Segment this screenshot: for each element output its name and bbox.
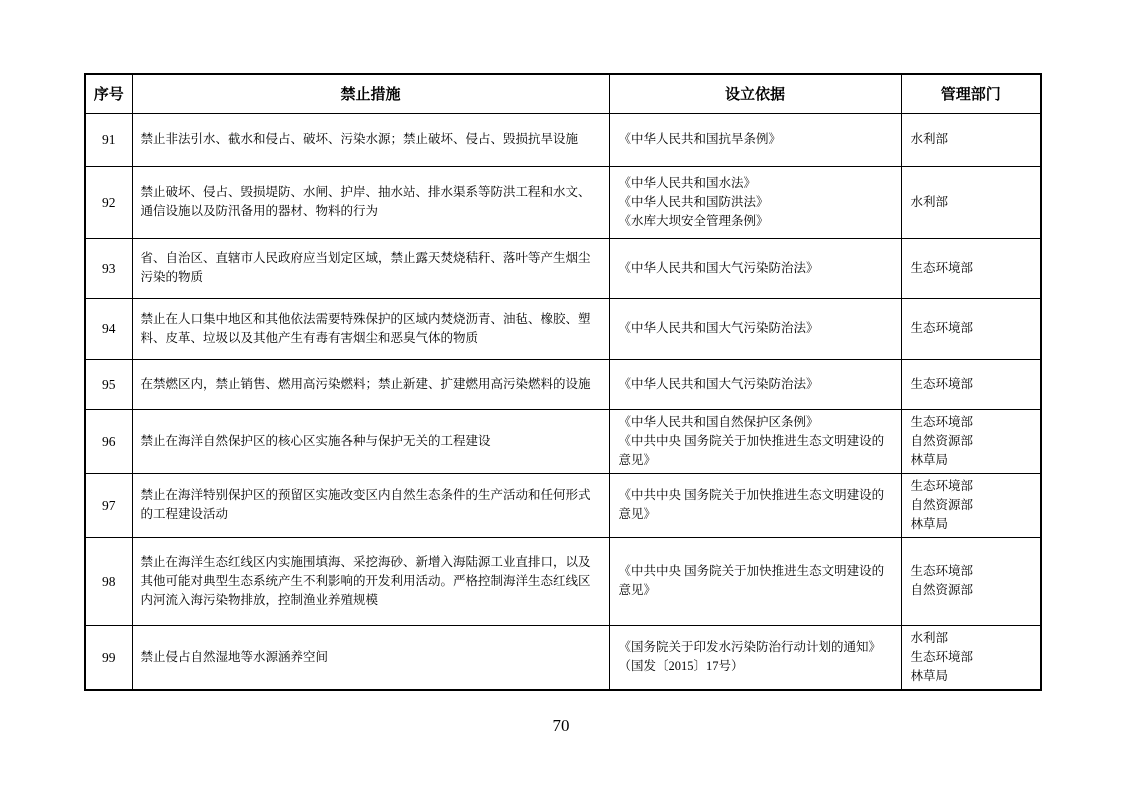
basis-line: 《中华人民共和国水法》	[618, 175, 757, 190]
establishment-basis-cell	[609, 298, 901, 359]
prohibited-measure-cell: 禁止在人口集中地区和其他依法需要特殊保护的区域内焚烧沥青、油毡、橡胶、塑料、皮革、垃圾以及其他产生有毒有害烟尘和恶臭气体的物质	[132, 298, 609, 359]
establishment-basis-cell	[609, 537, 901, 625]
department-line: 生态环境部	[910, 478, 974, 493]
basis-line: 《中共中央 国务院关于加快推进生态文明建设的意见》	[618, 433, 885, 467]
row-number-cell: 96	[85, 409, 132, 473]
row-number-cell: 99	[85, 625, 132, 690]
table-row	[85, 359, 1041, 409]
department-line: 水利部	[910, 630, 949, 645]
prohibited-measure-cell: 禁止在海洋特别保护区的预留区实施改变区内自然生态条件的生产活动和任何形式的工程建设活动	[132, 473, 609, 537]
basis-line: 《中华人民共和国大气污染防治法》	[618, 376, 819, 391]
table-row	[85, 238, 1041, 298]
managing-department-cell	[901, 166, 1041, 238]
basis-line: 《中华人民共和国大气污染防治法》	[618, 260, 819, 275]
establishment-basis-cell	[609, 166, 901, 238]
header-row	[85, 74, 1041, 113]
table-row	[85, 298, 1041, 359]
table-row	[85, 537, 1041, 625]
establishment-basis-cell	[609, 113, 901, 166]
table-row	[85, 113, 1041, 166]
managing-department-cell	[901, 238, 1041, 298]
basis-line: 《中共中央 国务院关于加快推进生态文明建设的意见》	[618, 564, 885, 597]
col-header-establishment-basis: 设立依据	[609, 74, 901, 113]
department-line: 林草局	[910, 516, 949, 531]
managing-department-cell	[901, 298, 1041, 359]
table-header	[85, 74, 1041, 113]
prohibited-measure-cell: 禁止破坏、侵占、毁损堤防、水闸、护岸、抽水站、排水渠系等防洪工程和水文、通信设施以及防汛备用的器材、物料的行为	[132, 166, 609, 238]
managing-department-cell	[901, 113, 1041, 166]
prohibited-measure-cell: 在禁燃区内，禁止销售、燃用高污染燃料；禁止新建、扩建燃用高污染燃料的设施	[132, 359, 609, 409]
basis-line: 《中华人民共和国抗旱条例》	[618, 132, 782, 146]
basis-line: 《国务院关于印发水污染防治行动计划的通知》（国发〔2015〕17号）	[618, 640, 882, 673]
table-row	[85, 625, 1041, 690]
department-line: 林草局	[910, 452, 949, 467]
establishment-basis-cell	[609, 359, 901, 409]
basis-line: 《中华人民共和国自然保护区条例》	[618, 414, 819, 429]
row-number-cell: 94	[85, 298, 132, 359]
department-line: 水利部	[910, 194, 949, 209]
prohibition-measures-table	[84, 73, 1042, 691]
establishment-basis-cell	[609, 625, 901, 690]
page-number: 70	[552, 716, 570, 735]
department-line: 自然资源部	[910, 583, 974, 597]
department-line: 水利部	[910, 132, 949, 146]
table-row	[85, 409, 1041, 473]
basis-line: 《中共中央 国务院关于加快推进生态文明建设的意见》	[618, 488, 885, 521]
managing-department-cell	[901, 409, 1041, 473]
department-line: 生态环境部	[910, 564, 974, 578]
prohibited-measure-cell: 禁止侵占自然湿地等水源涵养空间	[132, 625, 609, 690]
department-line: 生态环境部	[910, 649, 974, 664]
establishment-basis-cell	[609, 409, 901, 473]
department-line: 生态环境部	[910, 260, 974, 275]
col-header-prohibited-measure: 禁止措施	[132, 74, 609, 113]
table-row	[85, 166, 1041, 238]
prohibited-measure-cell: 省、自治区、直辖市人民政府应当划定区域，禁止露天焚烧秸秆、落叶等产生烟尘污染的物质	[132, 238, 609, 298]
row-number-cell: 91	[85, 113, 132, 166]
col-header-managing-department: 管理部门	[901, 74, 1041, 113]
department-line: 自然资源部	[910, 433, 974, 448]
row-number-cell: 93	[85, 238, 132, 298]
prohibited-measure-cell: 禁止在海洋生态红线区内实施围填海、采挖海砂、新增入海陆源工业直排口，以及其他可能对典型生态系统产生不利影响的开发利用活动。严格控制海洋生态红线区内河流入海污染物排放，控制渔业养殖规模	[132, 537, 609, 625]
managing-department-cell	[901, 359, 1041, 409]
basis-line: 《水库大坝安全管理条例》	[618, 213, 769, 228]
department-line: 生态环境部	[910, 376, 974, 391]
managing-department-cell	[901, 473, 1041, 537]
establishment-basis-cell	[609, 238, 901, 298]
row-number-cell: 98	[85, 537, 132, 625]
department-line: 自然资源部	[910, 497, 974, 512]
managing-department-cell	[901, 625, 1041, 690]
department-line: 生态环境部	[910, 414, 974, 429]
table-body	[85, 113, 1041, 690]
row-number-cell: 95	[85, 359, 132, 409]
basis-line: 《中华人民共和国大气污染防治法》	[618, 321, 819, 335]
prohibited-measure-cell: 禁止在海洋自然保护区的核心区实施各种与保护无关的工程建设	[132, 409, 609, 473]
managing-department-cell	[901, 537, 1041, 625]
prohibited-measure-cell: 禁止非法引水、截水和侵占、破坏、污染水源；禁止破坏、侵占、毁损抗旱设施	[132, 113, 609, 166]
department-line: 林草局	[910, 668, 949, 683]
col-header-serial-number: 序号	[85, 74, 132, 113]
row-number-cell: 97	[85, 473, 132, 537]
table-row	[85, 473, 1041, 537]
row-number-cell: 92	[85, 166, 132, 238]
department-line: 生态环境部	[910, 321, 974, 335]
basis-line: 《中华人民共和国防洪法》	[618, 194, 769, 209]
establishment-basis-cell	[609, 473, 901, 537]
